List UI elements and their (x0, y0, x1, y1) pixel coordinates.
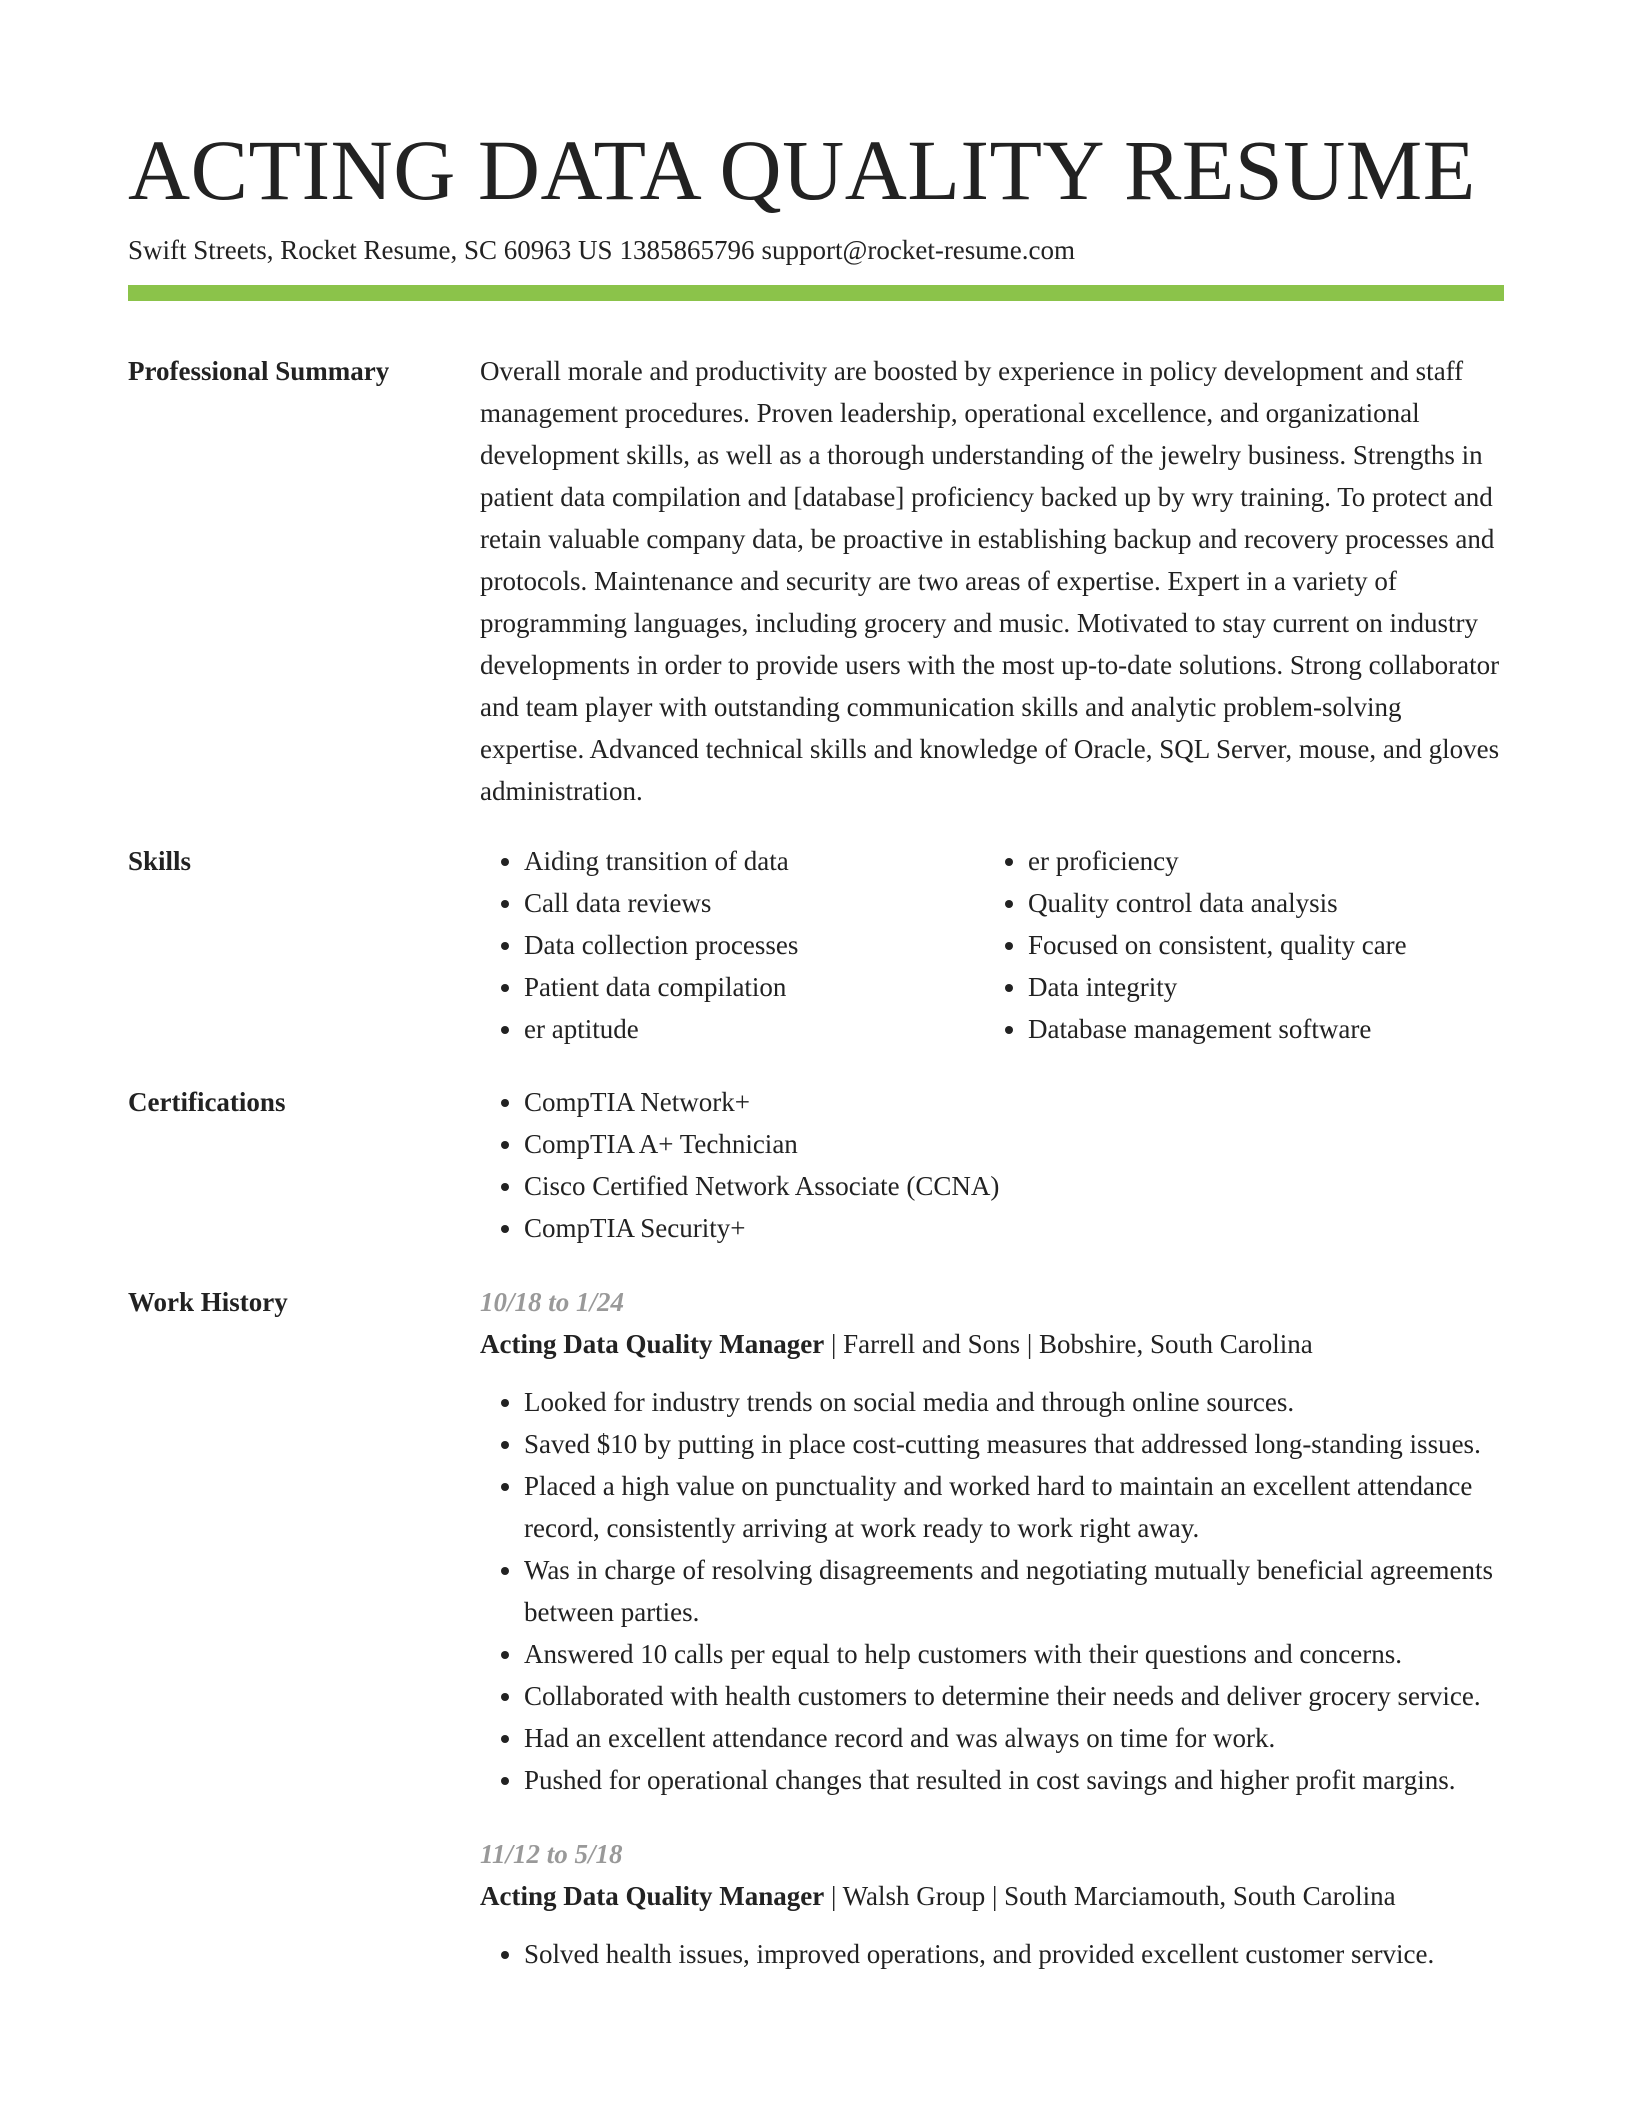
job-bullet: • Saved $10 by putting in place cost-cutting measures that addressed long-standing issues. (524, 1423, 1504, 1465)
job-bullet: • Solved health issues, improved operations, and provided excellent customer service. (524, 1933, 1504, 1975)
job-header (480, 1323, 1504, 1365)
skill-item: • er aptitude (524, 1008, 984, 1050)
contact-email: support@rocket-resume.com (761, 235, 1076, 265)
skill-item: • Database management software (1028, 1008, 1488, 1050)
certification-item: • CompTIA A+ Technician (524, 1123, 1504, 1165)
skills-column-left (480, 840, 984, 1050)
job-separator: | (1026, 1329, 1033, 1359)
certification-item: • CompTIA Security+ (524, 1207, 1504, 1249)
job-bullet: • Collaborated with health customers to determine their needs and deliver grocery service. (524, 1675, 1504, 1717)
job-entry (480, 1833, 1504, 1975)
skills-column-right (984, 840, 1488, 1050)
header-divider (128, 285, 1504, 301)
summary-text: Overall morale and productivity are boosted by experience in policy development and staff management procedures. Proven leadership, operational excellence, and organizational development skills, as well as a thorough understanding of the jewelry business. Strengths in patient data compilation and [database] proficiency backed up by wry training. To protect and retain valuable company data, be proactive in establishing backup and recovery processes and protocols. Maintenance and security are two areas of expertise. Expert in a variety of programming languages, including grocery and music. Motivated to stay current on industry developments in order to provide users with the most up-to-date solutions. Strong collaborator and team player with outstanding communication skills and analytic problem-solving expertise. Advanced technical skills and knowledge of Oracle, SQL Server, mouse, and gloves administration. (480, 356, 1500, 806)
job-separator: | (830, 1881, 837, 1911)
certification-item: • Cisco Certified Network Associate (CCNA) (524, 1165, 1504, 1207)
skills-body (480, 840, 1504, 1050)
skill-item: • er proficiency (1028, 840, 1488, 882)
job-company: Farrell and Sons (843, 1329, 1021, 1359)
contact-phone: 1385865796 (619, 235, 755, 265)
job-dates: 10/18 to 1/24 (480, 1287, 625, 1317)
job-bullet: • Looked for industry trends on social media and through online sources. (524, 1381, 1504, 1423)
job-bullet: • Was in charge of resolving disagreements and negotiating mutually beneficial agreements between parties. (524, 1549, 1504, 1633)
job-bullets (480, 1933, 1504, 1975)
job-location: South Marciamouth, South Carolina (1004, 1881, 1396, 1911)
skill-item: • Call data reviews (524, 882, 984, 924)
skill-item: • Data integrity (1028, 966, 1488, 1008)
job-title: Acting Data Quality Manager (480, 1329, 825, 1359)
job-bullet: • Answered 10 calls per equal to help customers with their questions and concerns. (524, 1633, 1504, 1675)
skill-item: • Focused on consistent, quality care (1028, 924, 1488, 966)
skill-item: • Patient data compilation (524, 966, 984, 1008)
work-history-heading: Work History (128, 1287, 288, 1317)
job-bullet: • Placed a high value on punctuality and worked hard to maintain an excellent attendance record, consistently arriving at work ready to work right away. (524, 1465, 1504, 1549)
skill-item: • Aiding transition of data (524, 840, 984, 882)
job-title: Acting Data Quality Manager (480, 1881, 825, 1911)
work-history-body (480, 1281, 1504, 1975)
contact-address: Swift Streets, Rocket Resume, SC 60963 US (128, 235, 613, 265)
skill-item: • Data collection processes (524, 924, 984, 966)
skill-item: • Quality control data analysis (1028, 882, 1488, 924)
job-bullets (480, 1381, 1504, 1801)
job-company: Walsh Group (842, 1881, 986, 1911)
job-separator: | (830, 1329, 837, 1359)
job-bullet: • Had an excellent attendance record and was always on time for work. (524, 1717, 1504, 1759)
summary-heading: Professional Summary (128, 356, 390, 386)
job-dates: 11/12 to 5/18 (480, 1839, 623, 1869)
job-location: Bobshire, South Carolina (1039, 1329, 1313, 1359)
summary-body (480, 350, 1504, 812)
job-separator: | (991, 1881, 998, 1911)
job-bullet: • Pushed for operational changes that resulted in cost savings and higher profit margins. (524, 1759, 1504, 1801)
job-entry (480, 1281, 1504, 1801)
certifications-heading: Certifications (128, 1087, 286, 1117)
job-header (480, 1875, 1504, 1917)
certification-item: • CompTIA Network+ (524, 1081, 1504, 1123)
skills-heading: Skills (128, 846, 192, 876)
contact-line (128, 232, 1075, 268)
resume-title: ACTING DATA QUALITY RESUME (128, 122, 1476, 218)
certifications-body (480, 1081, 1504, 1249)
